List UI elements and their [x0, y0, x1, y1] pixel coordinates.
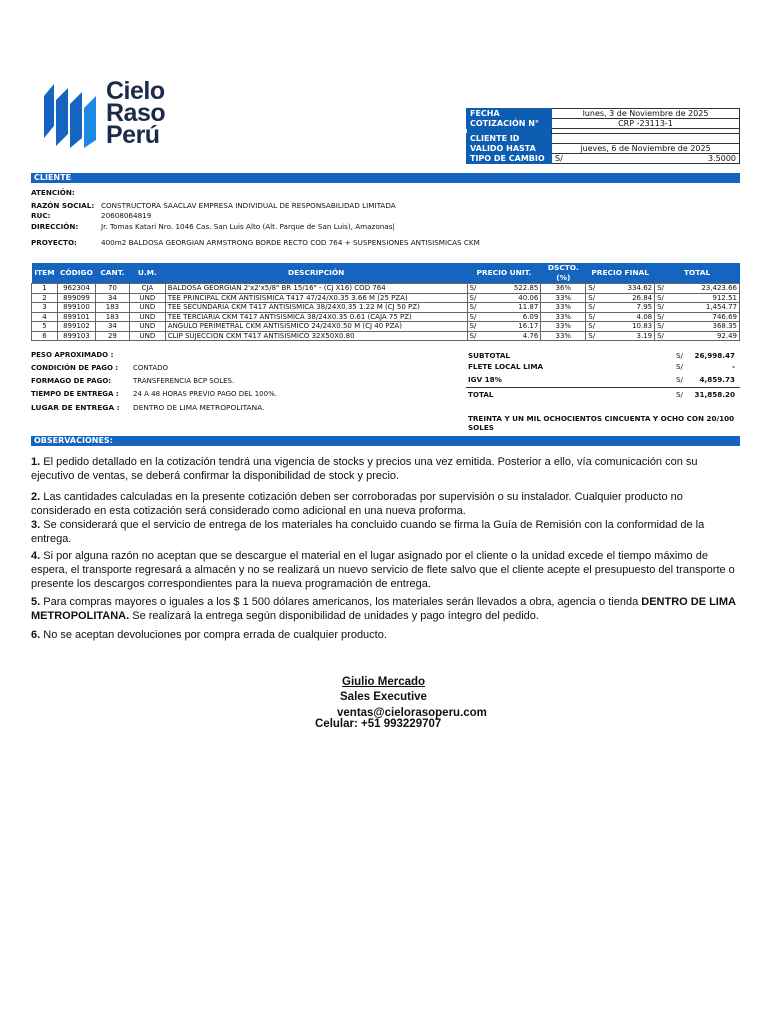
item-number: 2	[32, 293, 58, 303]
item-final-currency: S/	[586, 293, 600, 303]
observation-text: Si por alguna razón no aceptan que se descargue el material en el lugar asignado por el cliente o la unidad excede el tiempo máximo de espera, el transporte regresará a almacén y no se realizará un nuevo servicio de flete salvo que el cliente acepte el presupuesto del transporte o presente los descargos correspondientes para la nueva programación de entrega.	[31, 550, 735, 590]
item-unit-price: 4.76	[481, 331, 541, 341]
table-row	[32, 322, 740, 332]
item-final-price: 4.08	[600, 312, 655, 322]
subtotal-label: SUBTOTAL	[468, 351, 510, 360]
col-item: ITEM	[32, 263, 58, 284]
item-code: 899100	[57, 303, 95, 313]
amount-words-line-2: SOLES	[468, 423, 494, 432]
item-code: 899102	[57, 322, 95, 332]
observation-text: Las cantidades calculadas en la presente cotización deben ser corroboradas por supervisión o su instalador. Cualquier producto no considerado en esta cotización será considerado como adicional en una nueva proforma.	[31, 491, 683, 517]
term-label: FORMAGO DE PAGO:	[31, 377, 112, 385]
subtotal-row	[466, 351, 740, 361]
item-discount: 33%	[541, 303, 586, 313]
item-final-currency: S/	[586, 284, 600, 294]
brand-line-1: Cielo	[106, 77, 165, 105]
client-section-bar: CLIENTE	[31, 173, 740, 183]
info-value: CRP -23113-1	[552, 119, 740, 129]
item-code: 899103	[57, 331, 95, 341]
project-row	[31, 238, 480, 247]
total-row	[466, 387, 740, 401]
item-discount: 33%	[541, 322, 586, 332]
observations-section-bar: OBSERVACIONES:	[31, 436, 740, 446]
term-row	[31, 403, 264, 412]
address-label: DIRECCIÓN:	[31, 222, 79, 231]
freight-currency: S/	[676, 362, 683, 371]
table-row	[32, 284, 740, 294]
item-final-price: 3.19	[600, 331, 655, 341]
item-unit-currency: S/	[467, 284, 481, 294]
item-number: 4	[32, 312, 58, 322]
item-final-currency: S/	[586, 303, 600, 313]
item-unit-price: 522.85	[481, 284, 541, 294]
item-number: 3	[32, 303, 58, 313]
observation-6	[31, 628, 740, 642]
item-unit-currency: S/	[467, 331, 481, 341]
exchange-value: 3.5000	[588, 154, 740, 164]
item-code: 899099	[57, 293, 95, 303]
item-total-currency: S/	[655, 322, 669, 332]
term-label: TIEMPO DE ENTREGA :	[31, 390, 119, 398]
term-row	[31, 377, 234, 386]
project-label: PROYECTO:	[31, 238, 77, 247]
item-number: 6	[32, 331, 58, 341]
item-um: UND	[129, 312, 165, 322]
item-description: TEE SECUNDARIA CKM T417 ANTISISMICA 38/24X0.35 1.22 M (CJ 50 PZ)	[165, 303, 467, 313]
term-value: DENTRO DE LIMA METROPOLITANA.	[133, 403, 265, 412]
observation-text-continued: Se realizará la entrega según disponibilidad de unidades y pago íntegro del pedido.	[129, 610, 539, 622]
igv-currency: S/	[676, 375, 683, 384]
item-total: 746.69	[669, 312, 740, 322]
item-description: CLIP SUJECCION CKM T417 ANTISISMICO 32X50X0.80	[165, 331, 467, 341]
observation-4	[31, 549, 740, 591]
item-description: ANGULO PERIMETRAL CKM ANTISISMICO 24/24X0.50 M (CJ 40 PZA)	[165, 322, 467, 332]
item-final-price: 7.95	[600, 303, 655, 313]
table-row	[32, 293, 740, 303]
brand-name	[106, 77, 166, 149]
address-value: Jr. Tomas Katari Nro. 1046 Cas. San Luis Alto (Alt. Parque de San Luis), Amazonas|	[101, 222, 395, 231]
item-qty: 29	[95, 331, 129, 341]
table-row	[32, 331, 740, 341]
observation-5	[31, 595, 740, 623]
signature-name: Giulio Mercado	[342, 676, 426, 688]
item-total-currency: S/	[655, 303, 669, 313]
col-discount: DSCTO. (%)	[541, 263, 586, 284]
observation-1	[31, 455, 740, 483]
signature-phone: Celular: +51 993229707	[315, 718, 442, 730]
freight-value: -	[732, 362, 735, 371]
term-value: CONTADO	[133, 364, 169, 372]
project-value: 400m2 BALDOSA GEORGIAN ARMSTRONG BORDE RECTO COD 764 + SUSPENSIONES ANTISISMICAS CKM	[101, 238, 480, 247]
info-value: jueves, 6 de Noviembre de 2025	[552, 144, 740, 154]
item-description: TEE PRINCIPAL CKM ANTISISMICA T417 47/24/X0.35 3.66 M (25 PZA)	[165, 293, 467, 303]
business-value: CONSTRUCTORA SAACLAV EMPRESA INDIVIDUAL DE RESPONSABILIDAD LIMITADA	[101, 201, 396, 210]
observation-number: 5.	[31, 596, 41, 608]
observation-number: 3.	[31, 519, 41, 531]
col-qty: CANT.	[95, 263, 129, 284]
business-label: RAZÓN SOCIAL:	[31, 201, 95, 210]
term-label: PESO APROXIMADO :	[31, 351, 114, 359]
item-total-currency: S/	[655, 284, 669, 294]
attention-label: ATENCIÓN:	[31, 188, 75, 197]
observation-number: 1.	[31, 456, 41, 468]
item-unit-price: 40.06	[481, 293, 541, 303]
observation-3	[31, 518, 740, 546]
item-total-currency: S/	[655, 293, 669, 303]
exchange-row	[467, 154, 740, 164]
info-label: CLIENTE ID	[467, 134, 552, 144]
item-total: 23,423.66	[669, 284, 740, 294]
items-header-row	[32, 263, 740, 284]
ruc-label: RUC:	[31, 211, 51, 220]
quote-info-table	[466, 108, 740, 164]
item-discount: 33%	[541, 293, 586, 303]
item-um: UND	[129, 293, 165, 303]
info-row	[467, 134, 740, 144]
observation-number: 4.	[31, 550, 41, 562]
item-unit-currency: S/	[467, 312, 481, 322]
freight-row	[466, 362, 740, 372]
stacked-panels-logo-icon	[44, 82, 96, 148]
col-description: DESCRIPCIÓN	[165, 263, 467, 284]
col-unit-price: PRECIO UNIT.	[467, 263, 541, 284]
address-row	[31, 222, 395, 231]
attention-row	[31, 188, 101, 197]
item-unit-currency: S/	[467, 322, 481, 332]
info-value: lunes, 3 de Noviembre de 2025	[552, 109, 740, 119]
item-um: UND	[129, 331, 165, 341]
igv-value: 4,859.73	[699, 375, 735, 384]
igv-row	[466, 375, 740, 385]
brand-line-3: Perú	[106, 121, 160, 149]
col-code: CÓDIGO	[57, 263, 95, 284]
term-label: LUGAR DE ENTREGA :	[31, 403, 120, 412]
item-um: CJA	[129, 284, 165, 294]
col-total: TOTAL	[655, 263, 740, 284]
observation-text: No se aceptan devoluciones por compra errada de cualquier producto.	[43, 629, 387, 641]
term-row	[31, 390, 277, 399]
igv-label: IGV 18%	[468, 375, 502, 384]
item-final-currency: S/	[586, 312, 600, 322]
term-label: CONDICIÓN DE PAGO :	[31, 364, 119, 372]
col-um: U.M.	[129, 263, 165, 284]
item-unit-price: 11.87	[481, 303, 541, 313]
observation-number: 6.	[31, 629, 41, 641]
observation-number: 2.	[31, 491, 41, 503]
subtotal-currency: S/	[676, 351, 683, 360]
info-label: COTIZACIÓN N°	[467, 119, 552, 129]
observation-emphasis: DENTRO DE LIMA METROPOLITANA.	[31, 596, 736, 622]
item-qty: 34	[95, 293, 129, 303]
total-label: TOTAL	[468, 390, 494, 399]
term-value: 24 A 48 HORAS PREVIO PAGO DEL 100%.	[133, 390, 277, 398]
observation-text: Se considerará que el servicio de entrega de los materiales ha concluido cuando se firma la Guía de Remisión con la conformidad de la entrega.	[31, 519, 705, 545]
item-qty: 34	[95, 322, 129, 332]
item-total-currency: S/	[655, 312, 669, 322]
item-discount: 33%	[541, 312, 586, 322]
ruc-value: 20608064819	[101, 211, 152, 220]
table-row	[32, 312, 740, 322]
info-row	[467, 144, 740, 154]
item-qty: 70	[95, 284, 129, 294]
item-qty: 183	[95, 303, 129, 313]
table-row	[32, 303, 740, 313]
item-um: UND	[129, 303, 165, 313]
subtotal-value: 26,998.47	[694, 351, 735, 360]
business-row	[31, 201, 396, 210]
exchange-currency: S/	[552, 154, 589, 164]
item-final-price: 334.62	[600, 284, 655, 294]
item-final-currency: S/	[586, 331, 600, 341]
item-final-price: 10.83	[600, 322, 655, 332]
item-discount: 36%	[541, 284, 586, 294]
info-row	[467, 109, 740, 119]
col-final-price: PRECIO FINAL	[586, 263, 655, 284]
signature-role: Sales Executive	[340, 691, 427, 703]
total-currency: S/	[676, 390, 683, 399]
total-value: 31,858.20	[694, 390, 735, 399]
item-unit-price: 6.09	[481, 312, 541, 322]
info-label: VALIDO HASTA	[467, 144, 552, 154]
items-table	[31, 263, 740, 341]
amount-words-line-1: TREINTA Y UN MIL OCHOCIENTOS CINCUENTA Y OCHO CON 20/100	[468, 414, 735, 423]
item-total: 368.35	[669, 322, 740, 332]
item-final-currency: S/	[586, 322, 600, 332]
item-code: 899101	[57, 312, 95, 322]
term-value: TRANSFERENCIA BCP SOLES.	[133, 377, 235, 385]
item-unit-price: 16.17	[481, 322, 541, 332]
info-label: FECHA	[467, 109, 552, 119]
info-row	[467, 119, 740, 129]
item-description: TEE TERCIARIA CKM T417 ANTISISMICA 38/24X0.35 0.61 (CAJA 75 PZ)	[165, 312, 467, 322]
item-total-currency: S/	[655, 331, 669, 341]
item-unit-currency: S/	[467, 303, 481, 313]
item-qty: 183	[95, 312, 129, 322]
observation-text: El pedido detallado en la cotización tendrá una vigencia de stocks y precios una vez emitida. Posterior a ello, vía comunicación con su ejecutivo de ventas, se deberá confirmar la disponibilidad de stock y precio.	[31, 456, 698, 482]
amount-in-words	[466, 414, 740, 432]
item-discount: 33%	[541, 331, 586, 341]
item-description: BALDOSA GEORGIAN 2'x2'x5/8" BR 15/16" - (CJ X16) COD 764	[165, 284, 467, 294]
item-um: UND	[129, 322, 165, 332]
ruc-row	[31, 211, 151, 220]
observation-2	[31, 490, 740, 518]
item-unit-currency: S/	[467, 293, 481, 303]
term-row	[31, 364, 168, 373]
item-total: 92.49	[669, 331, 740, 341]
signature-email[interactable]: ventas@cielorasoperu.com	[337, 707, 487, 719]
item-number: 5	[32, 322, 58, 332]
exchange-label: TIPO DE CAMBIO	[467, 154, 552, 164]
observation-text: Para compras mayores o iguales a los $ 1 500 dólares americanos, los materiales serán llevados a obra, agencia o tienda	[43, 596, 642, 608]
term-row	[31, 351, 133, 360]
item-number: 1	[32, 284, 58, 294]
item-total: 912.51	[669, 293, 740, 303]
brand-line-2: Raso	[106, 99, 166, 127]
info-value	[552, 134, 740, 144]
item-final-price: 26.84	[600, 293, 655, 303]
item-total: 1,454.77	[669, 303, 740, 313]
item-code: 962304	[57, 284, 95, 294]
freight-label: FLETE LOCAL LIMA	[468, 362, 544, 371]
